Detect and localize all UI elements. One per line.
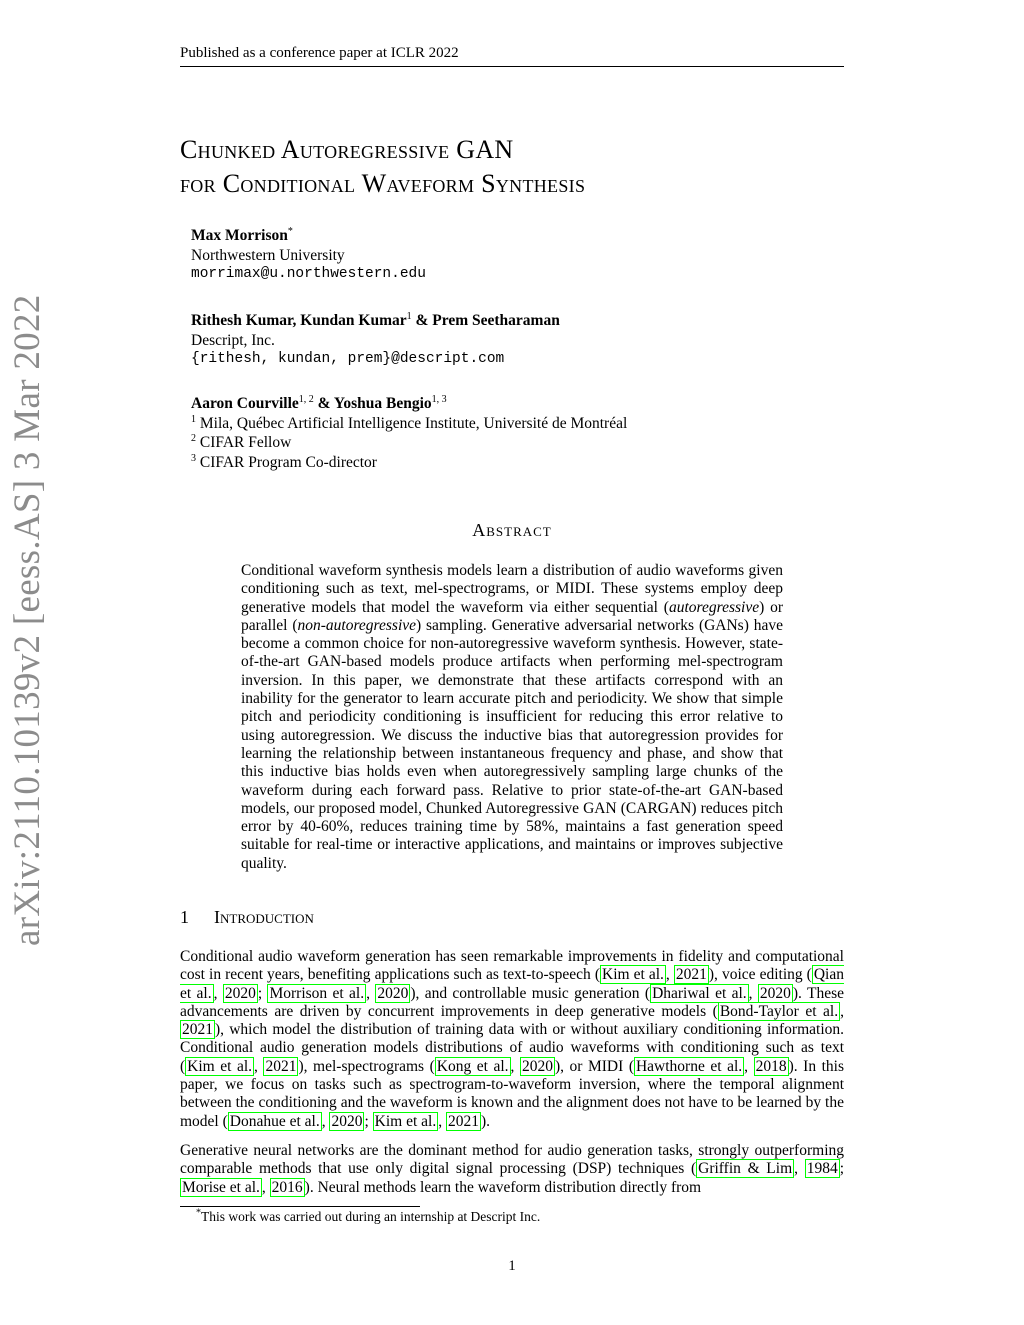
citation-link[interactable]: 2021 bbox=[447, 1112, 479, 1130]
arxiv-stamp: arXiv:2110.10139v2 [eess.AS] 3 Mar 2022 bbox=[7, 294, 48, 946]
citation-link[interactable]: Kong et al. bbox=[436, 1057, 509, 1075]
text-run: ). Neural methods learn the waveform distribution directly from bbox=[304, 1178, 702, 1196]
author-block-1 bbox=[191, 226, 831, 285]
citation-link[interactable]: Kim et al. bbox=[374, 1112, 437, 1130]
citation-link[interactable]: Dhariwal et al. bbox=[652, 984, 747, 1002]
affiliation: Northwestern University bbox=[191, 246, 345, 264]
citation-link[interactable]: Hawthorne et al. bbox=[635, 1057, 743, 1075]
abstract-text bbox=[241, 562, 783, 873]
author-block-2 bbox=[191, 311, 831, 370]
running-header: Published as a conference paper at ICLR 2022 bbox=[180, 44, 844, 67]
text-run: ), or MIDI ( bbox=[554, 1057, 634, 1075]
author-name-2: & Yoshua Bengio bbox=[317, 395, 432, 412]
title-line-2: for Conditional Waveform Synthesis bbox=[180, 169, 586, 198]
section-number: 1 bbox=[180, 907, 189, 927]
text-run: ), mel-spectrograms ( bbox=[298, 1057, 435, 1075]
author-name: Aaron Courville bbox=[191, 395, 299, 412]
affiliation: CIFAR Fellow bbox=[199, 434, 292, 451]
citation-link[interactable]: Qian et al. bbox=[180, 966, 844, 1002]
intro-paragraph-1: Conditional audio waveform generation has seen remarkable improvements in fidelity and computational cost in recent years, benefiting applications such as text-to-speech ( Kim et al. , 2021 ), voice editing ( Qian et al. , 2020 ; Morrison et al. , 2020 ), and controllable music generation ( Dhariwal et al. , 2020 ). These advancements are driven by concurrent improvements in deep generative models ( Bond-Taylor et al. , 2021 ), which model the distribution of training data with or without auxiliary conditioning information. Conditional audio generation models distributions of audio waveforms with conditioning such as text ( Kim et al. , 2021 ), mel-spectrograms ( Kong et al. , 2020 ), or MIDI ( Hawthorne et al. , 2018 ). In this paper, we focus on tasks such as spectrogram-to-waveform inversion, where the temporal alignment between the conditioning and the waveform is known and the alignment does not have to be learned by the model ( Donahue et al. , 2020 ; Kim et al. , 2021 ). bbox=[180, 948, 845, 1130]
citation-link[interactable]: 2021 bbox=[182, 1021, 213, 1039]
affiliation: Descript, Inc. bbox=[191, 331, 275, 349]
footnote bbox=[180, 1209, 844, 1225]
citation-link[interactable]: Bond-Taylor et al. bbox=[719, 1002, 839, 1020]
abstract-part: ) sampling. Generative adversarial networks (GANs) have become a common choice for non-autoregressive waveform synthesis. However, state-of-the-art GAN-based models produce artifacts when performing mel-spectrogram inversion. In this paper, we demonstrate that these artifacts correspond with an inability for the generator to learn accurate pitch and periodicity. We show that simple pitch and periodicity conditioning is insufficient for reducing this error relative to using autoregression. We discuss the inductive bias that autoregression provides for learning the relationship between instantaneous frequency and phase, and show that this inductive bias holds even when autoregressively sampling large chunks of the waveform during each forward pass. Relative to prior state-of-the-art GAN-based models, our proposed model, Chunked Autoregressive GAN (CARGAN) reduces pitch error by 40-60%, reduces training time by 58%, maintains a fast generation speed suitable for real-time or interactive applications, and maintains or improves subjective quality. bbox=[241, 616, 783, 872]
citation-link[interactable]: Morrison et al. bbox=[269, 984, 365, 1002]
text-run: ), voice editing ( bbox=[708, 966, 812, 984]
citation-link[interactable]: 2020 bbox=[224, 984, 256, 1002]
author-email: morrimax@u.northwestern.edu bbox=[191, 266, 426, 282]
citation-link[interactable]: 2018 bbox=[755, 1057, 787, 1075]
affil-mark: 2 bbox=[191, 432, 196, 444]
text-run: ). In this paper, we focus on tasks such as spectrogram-to-waveform inversion, where the temporal alignment between the conditioning and the waveform is known and the alignment does not have to be learned by the model ( bbox=[180, 1057, 845, 1130]
text-run: ). These advancements are driven by concurrent improvements in deep generative models ( bbox=[180, 984, 844, 1020]
footnote-rule bbox=[180, 1206, 420, 1207]
author-names: Rithesh Kumar, Kundan Kumar bbox=[191, 312, 407, 329]
affil-mark: 1, 3 bbox=[431, 393, 447, 405]
citation-link[interactable]: Kim et al. bbox=[602, 966, 664, 984]
text-run: Conditional audio waveform generation has seen remarkable improvements in fidelity and computational cost in recent years, benefiting applications such as text-to-speech ( bbox=[180, 948, 844, 984]
citation-link[interactable]: Morise et al. bbox=[182, 1178, 260, 1196]
citation-link[interactable]: 2020 bbox=[377, 984, 409, 1002]
abstract-emphasis: non-autoregressive bbox=[297, 616, 417, 634]
citation-link[interactable]: Griffin & Lim bbox=[698, 1160, 793, 1178]
affil-mark: 3 bbox=[191, 452, 196, 464]
paper-title bbox=[180, 133, 844, 201]
footnote-mark: * bbox=[196, 1207, 201, 1219]
affil-mark: 1, 2 bbox=[298, 393, 314, 405]
title-line-1: Chunked Autoregressive GAN bbox=[180, 135, 514, 164]
text-run: Generative neural networks are the dominant method for audio generation tasks, strongly outperforming comparable methods that use only digital signal processing (DSP) techniques ( bbox=[180, 1142, 844, 1178]
page-number: 1 bbox=[508, 1258, 516, 1274]
citation-link[interactable]: 2016 bbox=[271, 1178, 303, 1196]
author-name: Max Morrison bbox=[191, 227, 288, 244]
affil-mark: 1 bbox=[406, 310, 412, 322]
affiliation: CIFAR Program Co-director bbox=[199, 453, 377, 471]
intro-paragraph-2: Generative neural networks are the dominant method for audio generation tasks, strongly outperforming comparable methods that use only digital signal processing (DSP) techniques ( Griffin & Lim , 1984 ; Morise et al. , 2016 ). Neural methods learn the waveform distribution directly from bbox=[180, 1142, 845, 1196]
citation-link[interactable]: 2021 bbox=[265, 1057, 297, 1075]
citation-link[interactable]: 2020 bbox=[331, 1112, 363, 1130]
footnote-mark: * bbox=[287, 225, 293, 237]
text-run: ), which model the distribution of training data with or without auxiliary conditioning information. Conditional audio generation models distributions of audio waveforms with conditioning such as text ( bbox=[180, 1021, 844, 1075]
author-names-2: & Prem Seetharaman bbox=[415, 312, 560, 329]
abstract-part: ) or parallel ( bbox=[241, 598, 784, 634]
footnote-text: This work was carried out during an internship at Descript Inc. bbox=[201, 1209, 541, 1224]
author-email: {rithesh, kundan, prem}@descript.com bbox=[191, 351, 505, 367]
citation-link[interactable]: Donahue et al. bbox=[229, 1112, 320, 1130]
citation-link[interactable]: 2020 bbox=[521, 1057, 553, 1075]
text-run: ), and controllable music generation ( bbox=[410, 984, 651, 1002]
citation-link[interactable]: 2020 bbox=[759, 984, 791, 1002]
citation-link[interactable]: 2021 bbox=[675, 966, 707, 984]
author-block-3 bbox=[191, 394, 831, 472]
abstract-emphasis: autoregressive bbox=[668, 598, 760, 616]
affil-mark: 1 bbox=[191, 413, 196, 425]
abstract-part: Conditional waveform synthesis models learn a distribution of audio waveforms given conditioning such as text, mel-spectrograms, or MIDI. These systems employ deep generative models that model the waveform via either sequential ( bbox=[241, 562, 783, 616]
citation-link[interactable]: Kim et al. bbox=[187, 1057, 253, 1075]
citation-link[interactable]: 1984 bbox=[806, 1160, 838, 1178]
abstract-heading: Abstract bbox=[472, 520, 552, 540]
section-heading bbox=[180, 907, 314, 928]
section-title: Introduction bbox=[214, 907, 314, 927]
text-run: ). bbox=[480, 1112, 491, 1130]
affiliation: Mila, Québec Artificial Intelligence Institute, Université de Montréal bbox=[199, 414, 628, 432]
